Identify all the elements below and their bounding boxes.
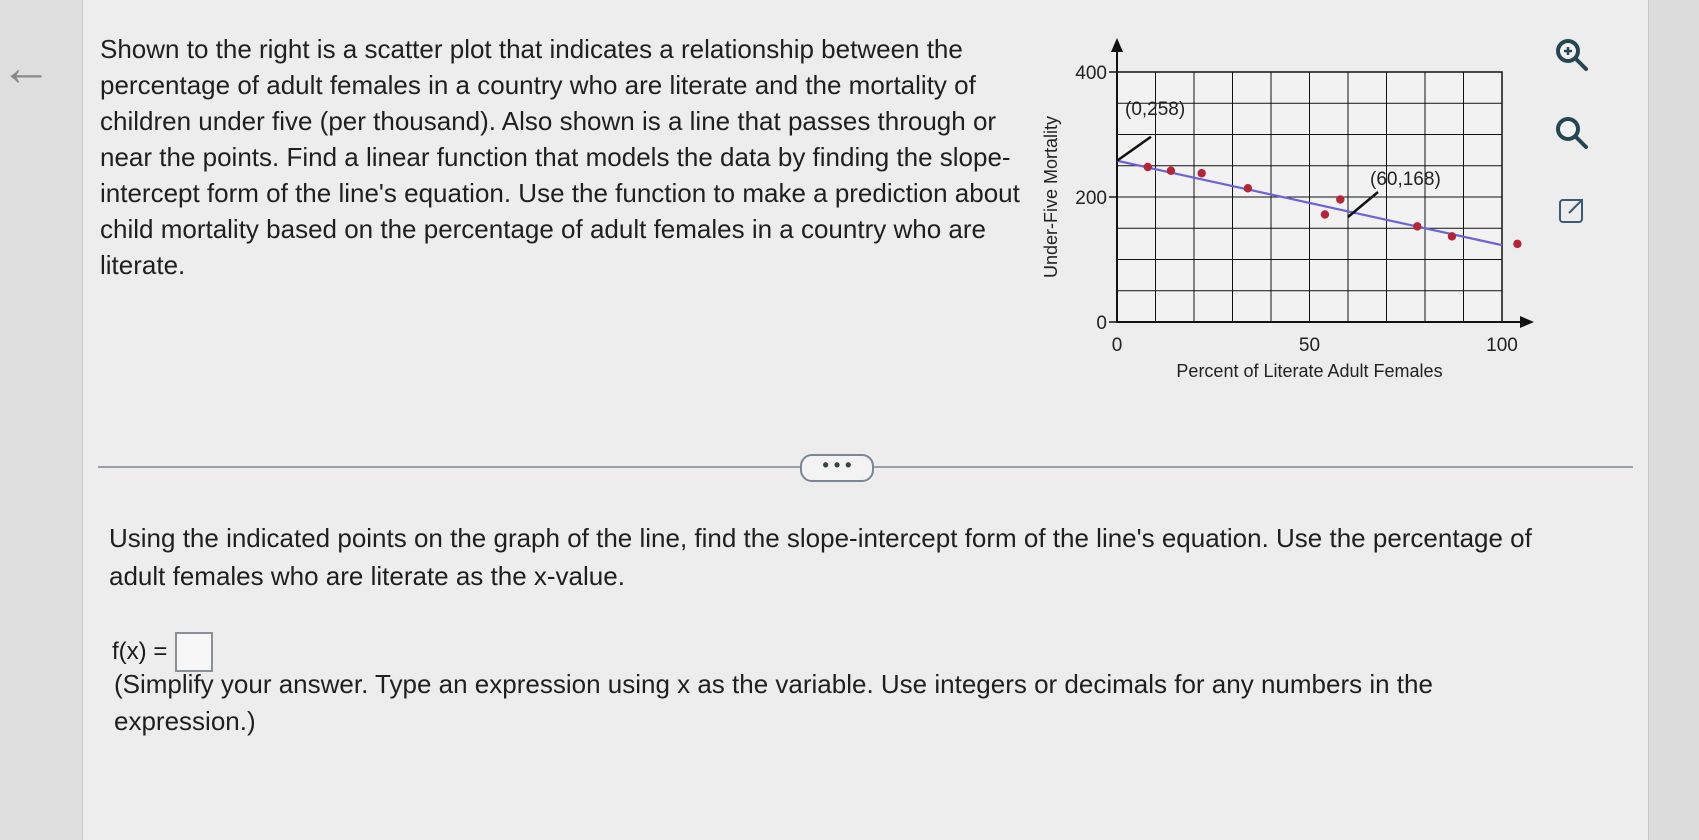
- data-point: [1244, 184, 1252, 192]
- data-point: [1513, 240, 1521, 248]
- data-point: [1144, 163, 1152, 171]
- question-text: Shown to the right is a scatter plot that indicates a relationship between the percentage of adult females in a country who are literate and the mortality of children under five (per thousand). Also shown is a line that passes through or near the points. Find a linear function that models the data by finding the slope-intercept form of the line's equation. Use the function to make a prediction about child mortality based on the percentage of adult females in a country who are literate.: [100, 34, 1020, 280]
- y-axis-label: Under-Five Mortality: [1041, 115, 1061, 279]
- data-point: [1448, 232, 1456, 240]
- data-point: [1167, 167, 1175, 175]
- y-tick-label: 400: [1075, 63, 1107, 84]
- annotation-label: (60,168): [1370, 169, 1441, 190]
- y-tick-label: 200: [1075, 188, 1107, 209]
- zoom-in-icon[interactable]: [1552, 35, 1592, 75]
- right-margin: [1648, 0, 1699, 840]
- x-axis-arrow: [1520, 316, 1534, 328]
- left-margin: [0, 0, 83, 840]
- data-point: [1413, 222, 1421, 230]
- back-arrow-icon[interactable]: ←: [0, 39, 52, 97]
- data-point: [1198, 169, 1206, 177]
- data-point: [1321, 210, 1329, 218]
- data-point: [1336, 195, 1344, 203]
- y-axis-arrow: [1111, 38, 1123, 52]
- hint-text: (Simplify your answer. Type an expression using x as the variable. Use integers or decimals for any numbers in the expression.): [114, 669, 1433, 736]
- x-tick-label: 0: [1111, 335, 1123, 356]
- popout-icon[interactable]: [1552, 190, 1592, 230]
- expand-more-button[interactable]: • • •: [800, 454, 874, 482]
- x-tick-label: 100: [1486, 335, 1518, 356]
- y-tick-label: 0: [1096, 313, 1107, 334]
- answer-label: f(x) =: [112, 638, 168, 665]
- scatter-chart: [1020, 30, 1540, 390]
- annotation-label: (0,258): [1125, 98, 1186, 120]
- instruction-text: Using the indicated points on the graph of the line, find the slope-intercept form of the line's equation. Use the percentage of adult females who are literate as the x-value.: [109, 523, 1532, 591]
- x-tick-label: 50: [1298, 335, 1321, 356]
- zoom-out-icon[interactable]: [1552, 113, 1592, 153]
- x-axis-label: Percent of Literate Adult Females: [1176, 361, 1443, 381]
